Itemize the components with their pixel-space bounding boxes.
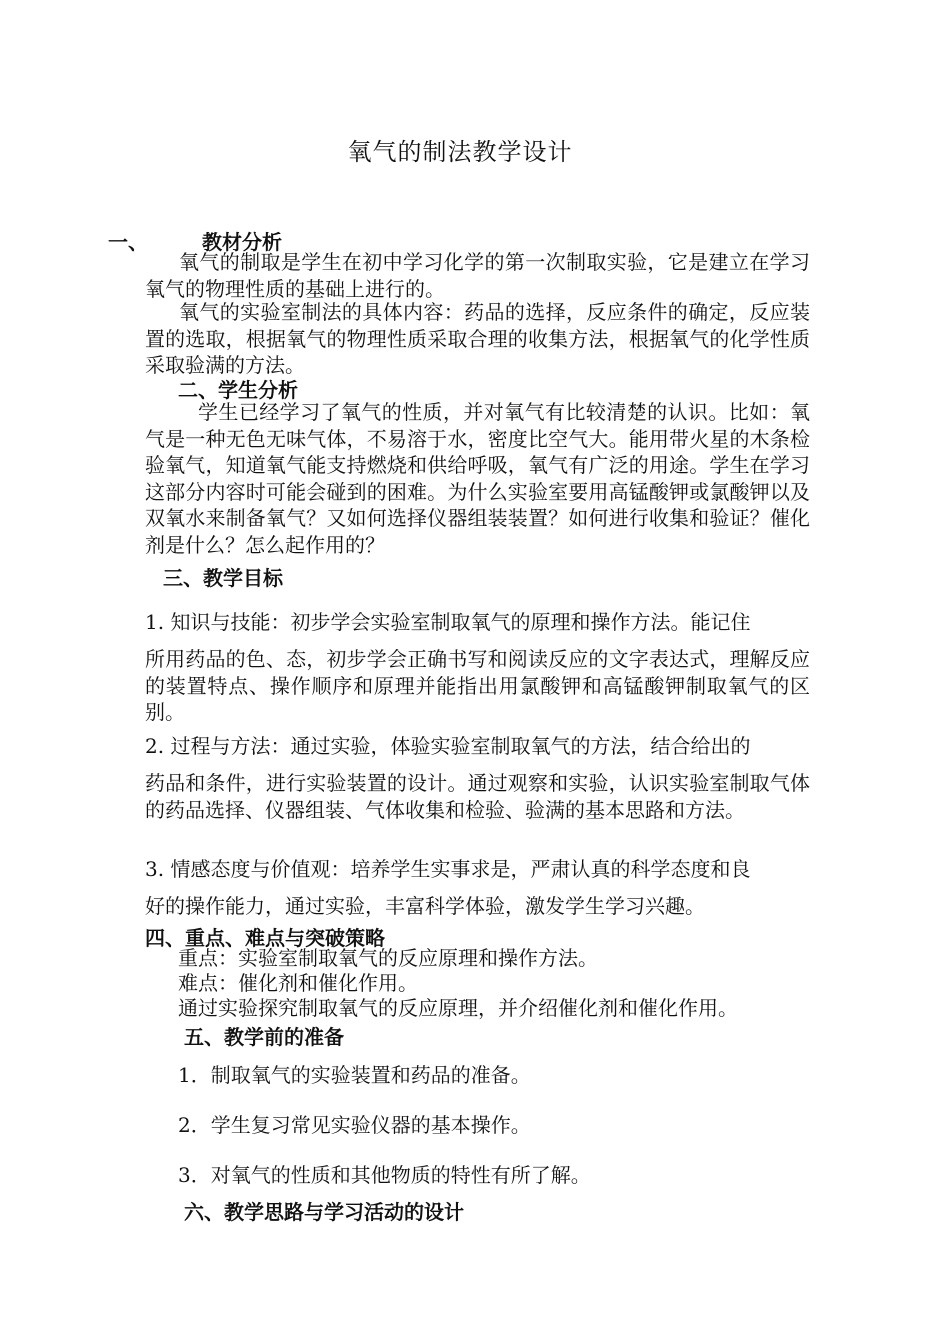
section-1-number: 一、	[108, 230, 148, 254]
section-3-heading: 三、教学目标	[163, 566, 283, 590]
key-point-line: 重点：实验室制取氧气的反应原理和操作方法。	[178, 946, 598, 970]
section-4-heading: 四、重点、难点与突破策略	[145, 926, 385, 950]
section-2-heading: 二、学生分析	[178, 378, 298, 402]
strategy-line: 通过实验探究制取氧气的反应原理，并介绍催化剂和催化作用。	[178, 996, 738, 1020]
section-1-heading: 教材分析	[202, 230, 282, 254]
section-6-heading: 六、教学思路与学习活动的设计	[184, 1200, 464, 1224]
teaching-goal-3	[145, 856, 810, 920]
teaching-goal-1-first-line: 1. 知识与技能：初步学会实验室制取氧气的原理和操作方法。能记住	[145, 610, 751, 634]
teaching-goal-2-first-line: 2. 过程与方法：通过实验，体验实验室制取氧气的方法，结合给出的	[145, 734, 751, 758]
teaching-goal-1-continuation: 所用药品的色、态，初步学会正确书写和阅读反应的文字表达式，理解反应的装置特点、操作顺序和原理并能指出用氯酸钾和高锰酸钾制取氧气的区别。	[145, 647, 810, 724]
difficult-point-line: 难点：催化剂和催化作用。	[178, 971, 418, 995]
section-2-paragraph: 学生已经学习了氧气的性质，并对氧气有比较清楚的认识。比如：氧气是一种无色无味气体，不易溶于水，密度比空气大。能用带火星的木条检验氧气，知道氧气能支持燃烧和供给呼吸，氧气有广泛的用途。学生在学习这部分内容时可能会碰到的困难。为什么实验室要用高锰酸钾或氯酸钾以及双氧水来制备氧气？又如何选择仪器组装装置？如何进行收集和验证？催化剂是什么？怎么起作用的？	[145, 400, 810, 557]
teaching-goal-1	[145, 609, 810, 726]
prep-item-3: 3．对氧气的性质和其他物质的特性有所了解。	[178, 1163, 591, 1187]
section-5-heading: 五、教学前的准备	[184, 1025, 344, 1049]
section-1-paragraph-2: 氧气的实验室制法的具体内容：药品的选择，反应条件的确定，反应装置的选取，根据氧气的物理性质采取合理的收集方法，根据氧气的化学性质采取验满的方法。	[145, 300, 810, 377]
teaching-goal-2	[145, 733, 810, 823]
prep-item-2: 2．学生复习常见实验仪器的基本操作。	[178, 1113, 531, 1137]
teaching-goal-3-continuation: 好的操作能力，通过实验，丰富科学体验，激发学生学习兴趣。	[145, 894, 705, 918]
document-title: 氧气的制法教学设计	[347, 138, 573, 166]
teaching-goal-3-first-line: 3. 情感态度与价值观：培养学生实事求是，严肃认真的科学态度和良	[145, 857, 751, 881]
teaching-goal-2-continuation: 药品和条件，进行实验装置的设计。通过观察和实验，认识实验室制取气体的药品选择、仪器组装、气体收集和检验、验满的基本思路和方法。	[145, 771, 810, 822]
prep-item-1: 1．制取氧气的实验装置和药品的准备。	[178, 1063, 531, 1087]
section-1-paragraph-1: 氧气的制取是学生在初中学习化学的第一次制取实验，它是建立在学习氧气的物理性质的基础上进行的。	[145, 250, 810, 301]
